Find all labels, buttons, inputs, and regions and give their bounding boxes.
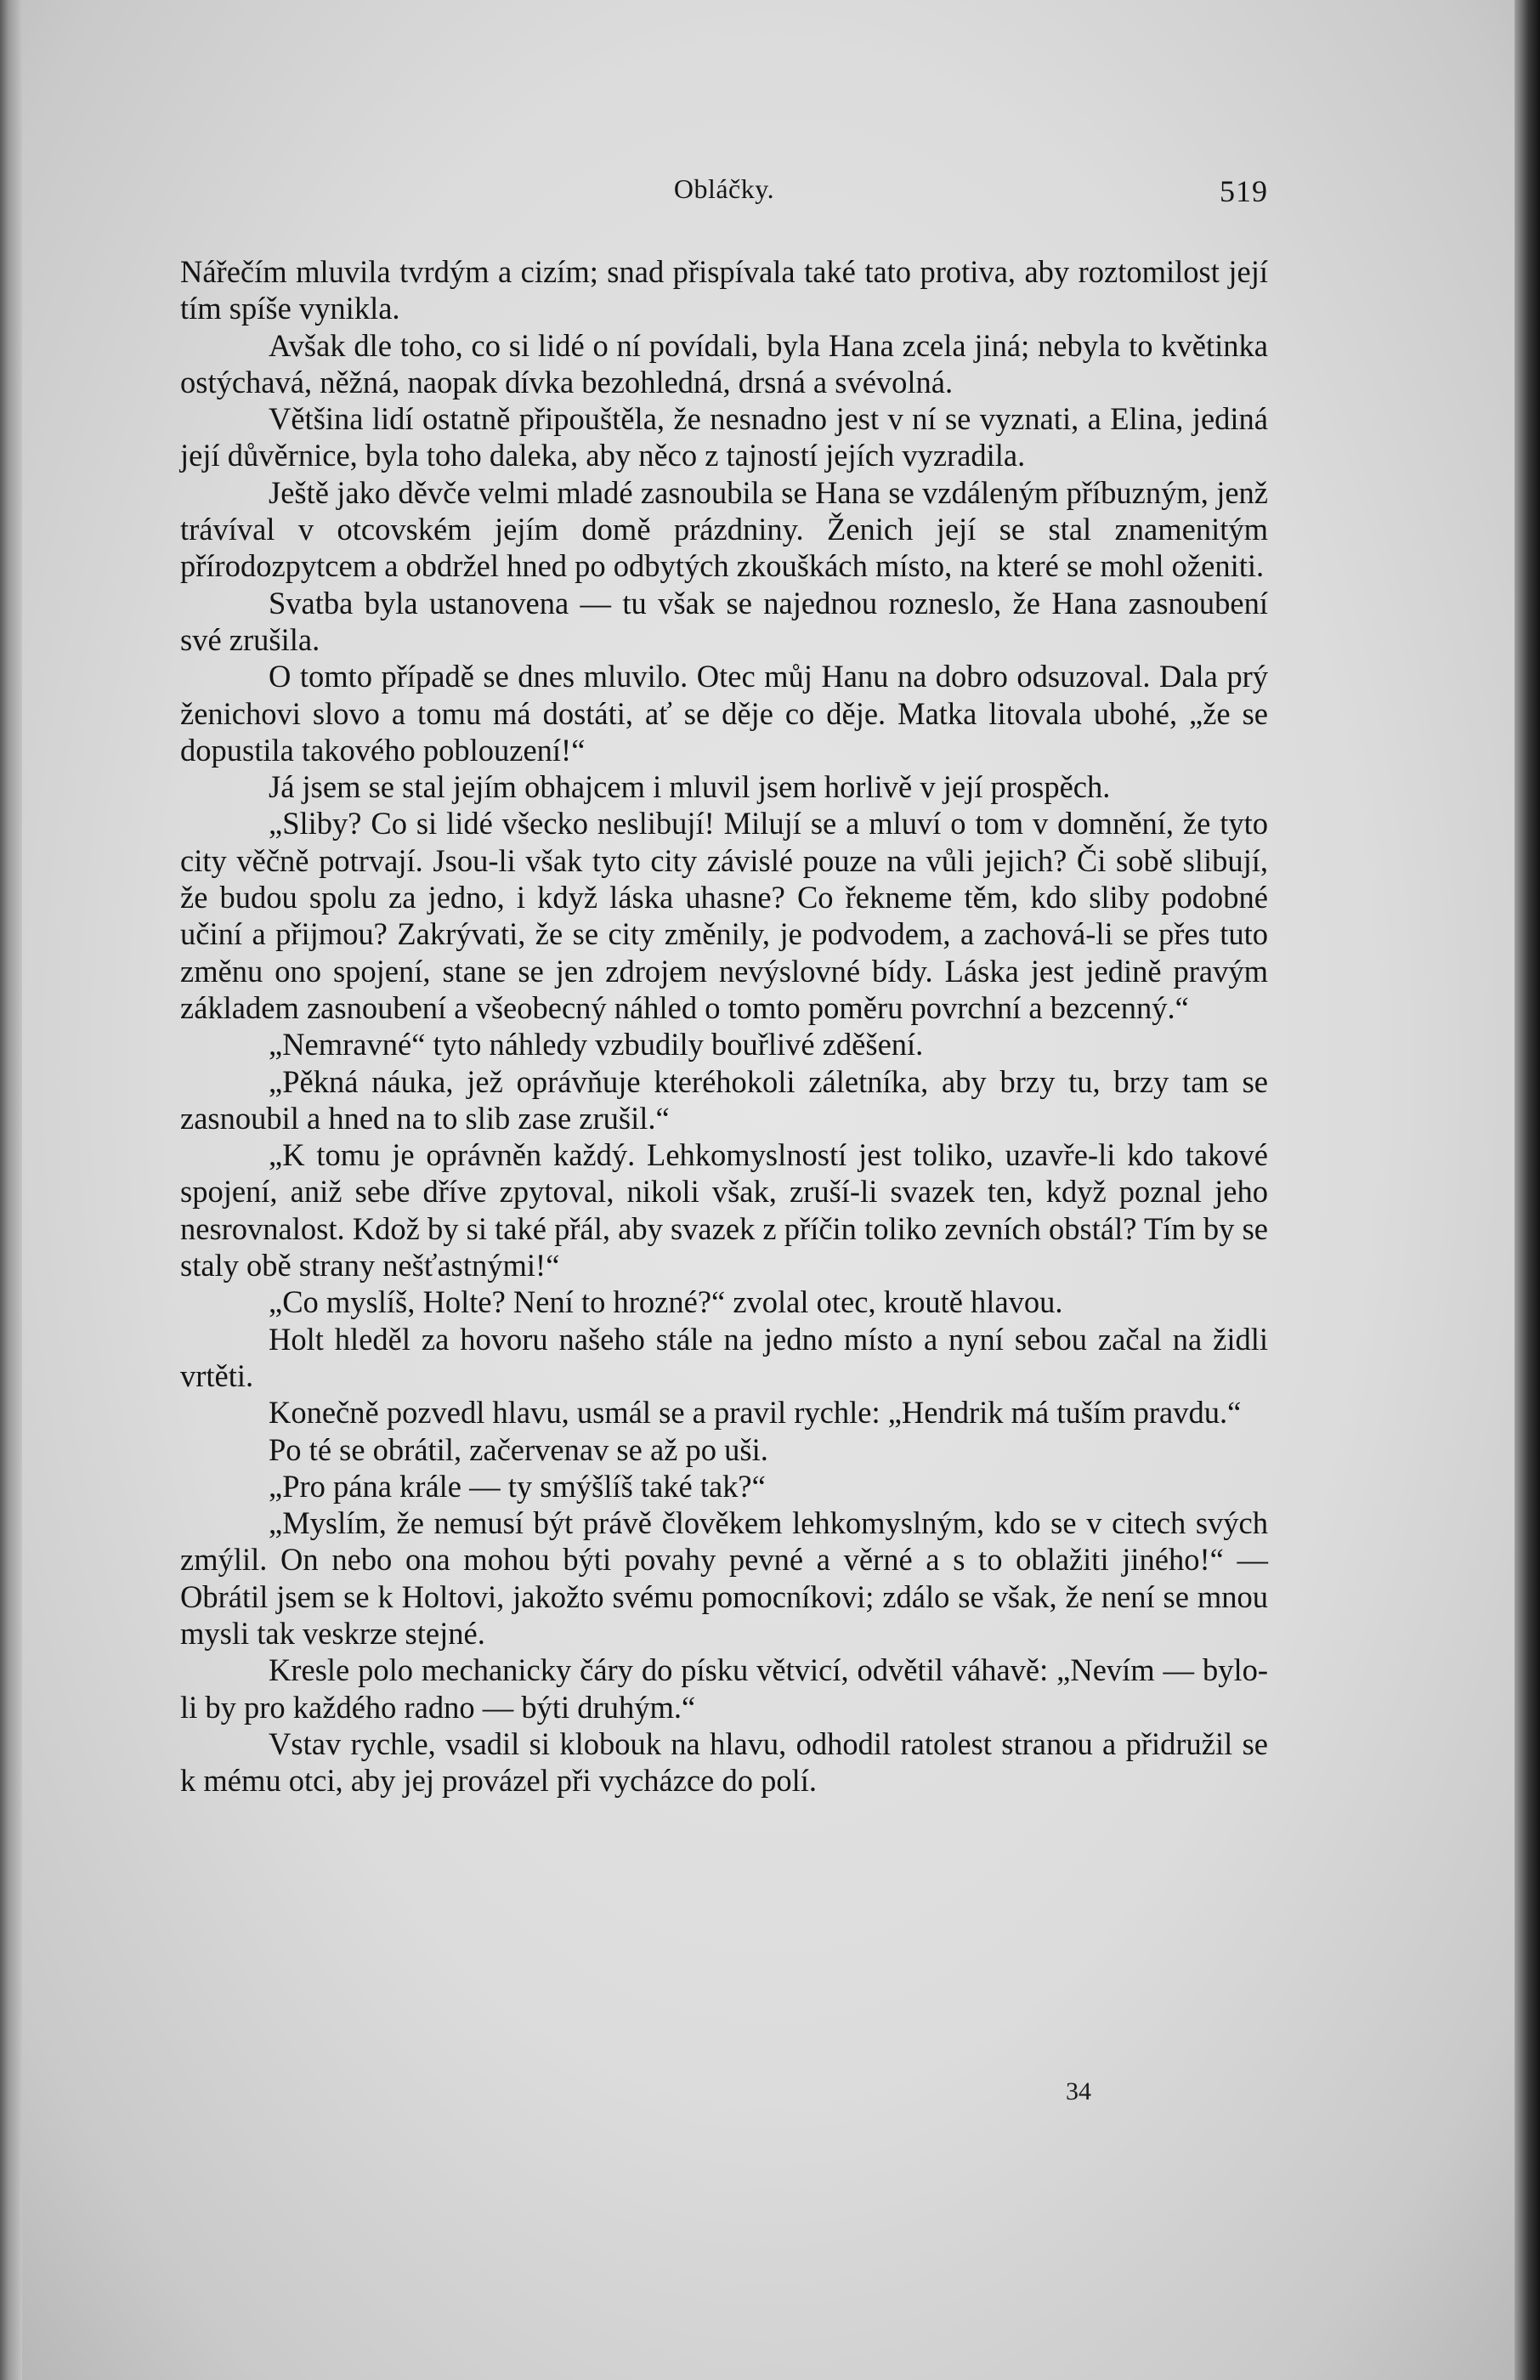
- paragraph: Avšak dle toho, co si lidé o ní povídali, byla Hana zcela jiná; nebyla to květinka ostýchavá, něžná, naopak dívka bezohledná, drsná a svévolná.: [180, 327, 1268, 400]
- paragraph: Já jsem se stal jejím obhajcem i mluvil jsem horlivě v její prospěch.: [269, 769, 1111, 805]
- paragraph: O tomto případě se dnes mluvilo. Otec můj Hanu na dobro odsuzoval. Dala prý ženichovi slovo a tomu má dostáti, ať se děje co děje. Matka litovala ubohé, „že se dopustila takového poblouzení!“: [180, 659, 1268, 768]
- page-left-edge: [0, 0, 22, 2380]
- paragraph: Kresle polo mechanicky čáry do písku větvicí, odvětil váhavě: „Nevím — bylo-li by pro každého radno — býti druhým.“: [180, 1652, 1268, 1725]
- signature-mark: 34: [1066, 2077, 1091, 2105]
- paragraph: „Myslím, že nemusí být právě člověkem lehkomyslným, kdo se v citech svých zmýlil. On nebo ona mohou býti povahy pevné a věrné a s to oblažiti jiného!“ — Obrátil jsem se k Holtovi, jakožto svému pomocníkovi; zdálo se však, že není se mnou mysli tak veskrze stejné.: [180, 1505, 1268, 1651]
- body-text: [180, 253, 1268, 1799]
- paragraph: „K tomu je oprávněn každý. Lehkomyslností jest toliko, uzavře-li kdo takové spojení, aniž sebe dříve zpytoval, nikoli však, zruší-li svazek ten, když poznal jeho nesrovnalost. Kdož by si také přál, aby svazek z příčin toliko zevních obstál? Tím by se staly obě strany nešťastnými!“: [180, 1137, 1268, 1284]
- paragraph: „Pro pána krále — ty smýšlíš také tak?“: [269, 1468, 766, 1504]
- paragraph: „Nemravné“ tyto náhledy vzbudily bouřlivé zděšení.: [269, 1027, 924, 1062]
- page-number: 519: [1220, 174, 1268, 208]
- running-title: Obláčky.: [673, 173, 775, 204]
- paragraph: „Pěkná náuka, jež oprávňuje kteréhokoli záletníka, aby brzy tu, brzy tam se zasnoubil a hned na to slib zase zrušil.“: [180, 1063, 1268, 1136]
- paragraph: Konečně pozvedl hlavu, usmál se a pravil rychle: „Hendrik má tuším pravdu.“: [269, 1395, 1242, 1431]
- paragraph: Vstav rychle, vsadil si klobouk na hlavu, odhodil ratolest stranou a přidružil se k mému otci, aby jej provázel při vycházce do polí.: [180, 1726, 1268, 1799]
- paragraph: Holt hleděl za hovoru našeho stále na jedno místo a nyní sebou začal na židli vrtěti.: [180, 1321, 1268, 1393]
- paragraph: Nářečím mluvila tvrdým a cizím; snad přispívala také tato protiva, aby roztomilost její tím spíše vynikla.: [180, 254, 1268, 326]
- page-header: [180, 173, 1268, 221]
- paragraph: „Co myslíš, Holte? Není to hrozné?“ zvolal otec, kroutě hlavou.: [269, 1284, 1063, 1320]
- paragraph: „Sliby? Co si lidé všecko neslibují! Milují se a mluví o tom v domnění, že tyto city věčně potrvají. Jsou-li však tyto city závislé pouze na vůli jejich? Či sobě slibují, že budou spolu za jedno, i když láska uhasne? Co řekneme těm, kdo sliby podobné učiní a přijmou? Zakrývati, že se city změnily, je podvodem, a zachová-li se přes tuto změnu ono spojení, stane se jen zdrojem nevýslovné bídy. Láska jest jedině pravým základem zasnoubení a všeobecný náhled o tomto poměru povrchní a bezcenný.“: [180, 806, 1268, 1025]
- paragraph: Svatba byla ustanovena — tu však se najednou rozneslo, že Hana zasnoubení své zrušila.: [180, 585, 1268, 657]
- page-right-edge: [1515, 0, 1540, 2380]
- paragraph: Po té se obrátil, začervenav se až po uši.: [269, 1431, 768, 1467]
- paragraph: Ještě jako děvče velmi mladé zasnoubila se Hana se vzdáleným příbuzným, jenž trávíval v otcovském jejím domě prázdniny. Ženich její se stal znamenitým přírodozpytcem a obdržel hned po odbytých zkouškách místo, na které se mohl oženiti.: [180, 474, 1268, 584]
- paragraph: Většina lidí ostatně připouštěla, že nesnadno jest v ní se vyznati, a Elina, jediná její důvěrnice, byla toho daleka, aby něco z tajností jejích vyzradila.: [180, 401, 1268, 473]
